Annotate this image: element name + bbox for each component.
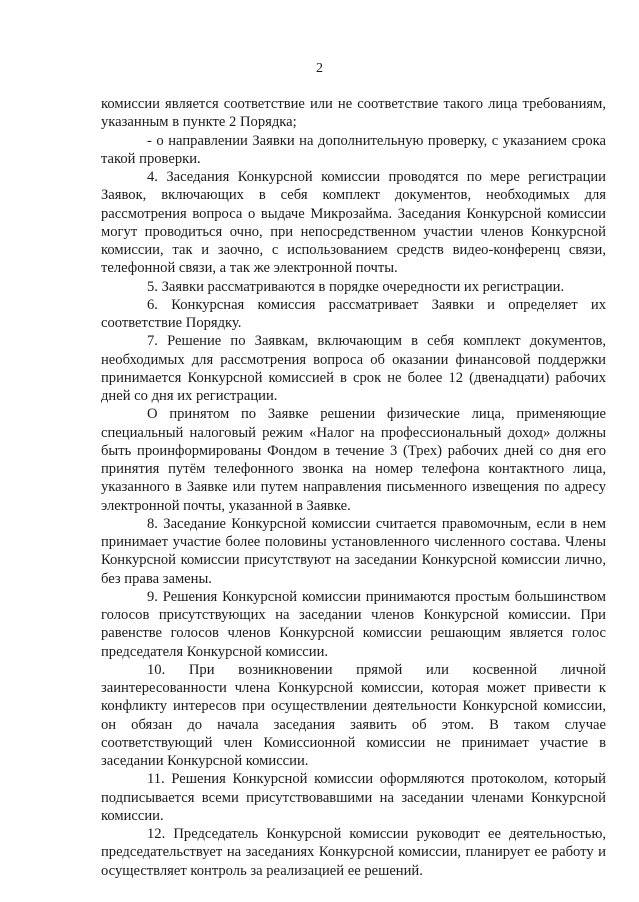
- paragraph-additional-check: - о направлении Заявки на дополнительную проверку, с указанием срока такой проверки.: [101, 132, 606, 167]
- paragraph-7-decision: 7. Решение по Заявкам, включающим в себя комплект документов, необходимых для рассмотрения вопроса об оказании финансовой поддержки принимается Конкурсной комиссией в срок не более 12 (двенадцати) рабочих дней со дня их регистрации.: [101, 333, 606, 404]
- paragraph-12-chairman: 12. Председатель Конкурсной комиссии руководит ее деятельностью, председательствует на заседаниях Конкурсной комиссии, планирует ее работу и осуществляет контроль за реализацией ее решений.: [101, 826, 606, 879]
- document-body: [101, 95, 606, 880]
- paragraph-10-conflict: 10. При возникновении прямой или косвенной личной заинтересованности члена Конкурсной комиссии, которая может привести к конфликту интересов при осуществлении деятельности Конкурсной комиссии, он обязан до начала заседания заявить об этом. В таком случае соответствующий член Комиссионной комиссии не принимает участие в заседании Конкурсной комиссии.: [101, 661, 606, 769]
- paragraph-continuation: комиссии является соответствие или не соответствие такого лица требованиям, указанным в пункте 2 Порядка;: [101, 96, 606, 131]
- paragraph-9-voting: 9. Решения Конкурсной комиссии принимаются простым большинством голосов присутствующих на заседании членов Конкурсной комиссии. При равенстве голосов членов Конкурсной комиссии решающим является голос председателя Конкурсной комиссии.: [101, 588, 606, 660]
- paragraph-6-review: 6. Конкурсная комиссия рассматривает Заявки и определяет их соответствие Порядку.: [101, 296, 606, 331]
- paragraph-4-meetings: 4. Заседания Конкурсной комиссии проводятся по мере регистрации Заявок, включающих в себя комплект документов, необходимых для рассмотрения вопроса о выдаче Микрозайма. Заседания Конкурсной комиссии могут проводиться очно, при непосредственном участии членов Конкурсной комиссии, так и заочно, с использованием средств видео-конференц связи, телефонной связи, а так же электронной почты.: [101, 169, 606, 277]
- page-number: 2: [316, 61, 323, 76]
- paragraph-5-order: 5. Заявки рассматриваются в порядке очередности их регистрации.: [147, 278, 565, 295]
- paragraph-8-quorum: 8. Заседание Конкурсной комиссии считается правомочным, если в нем принимает участие более половины установленного численного состава. Члены Конкурсной комиссии присутствуют на заседании Конкурсной комиссии лично, без права замены.: [101, 515, 606, 587]
- paragraph-notification: О принятом по Заявке решении физические лица, применяющие специальный налоговый режим «Налог на профессиональный доход» должны быть проинформированы Фондом в течение 3 (Трех) рабочих дней со дня его принятия путём телефонного звонка на номер телефона контактного лица, указанного в Заявке или путем направления письменного извещения по адресу электронной почты, указанной в Заявке.: [101, 406, 606, 514]
- paragraph-11-protocol: 11. Решения Конкурсной комиссии оформляются протоколом, который подписывается всеми присутствовавшими на заседании членами Конкурсной комиссии.: [101, 771, 606, 824]
